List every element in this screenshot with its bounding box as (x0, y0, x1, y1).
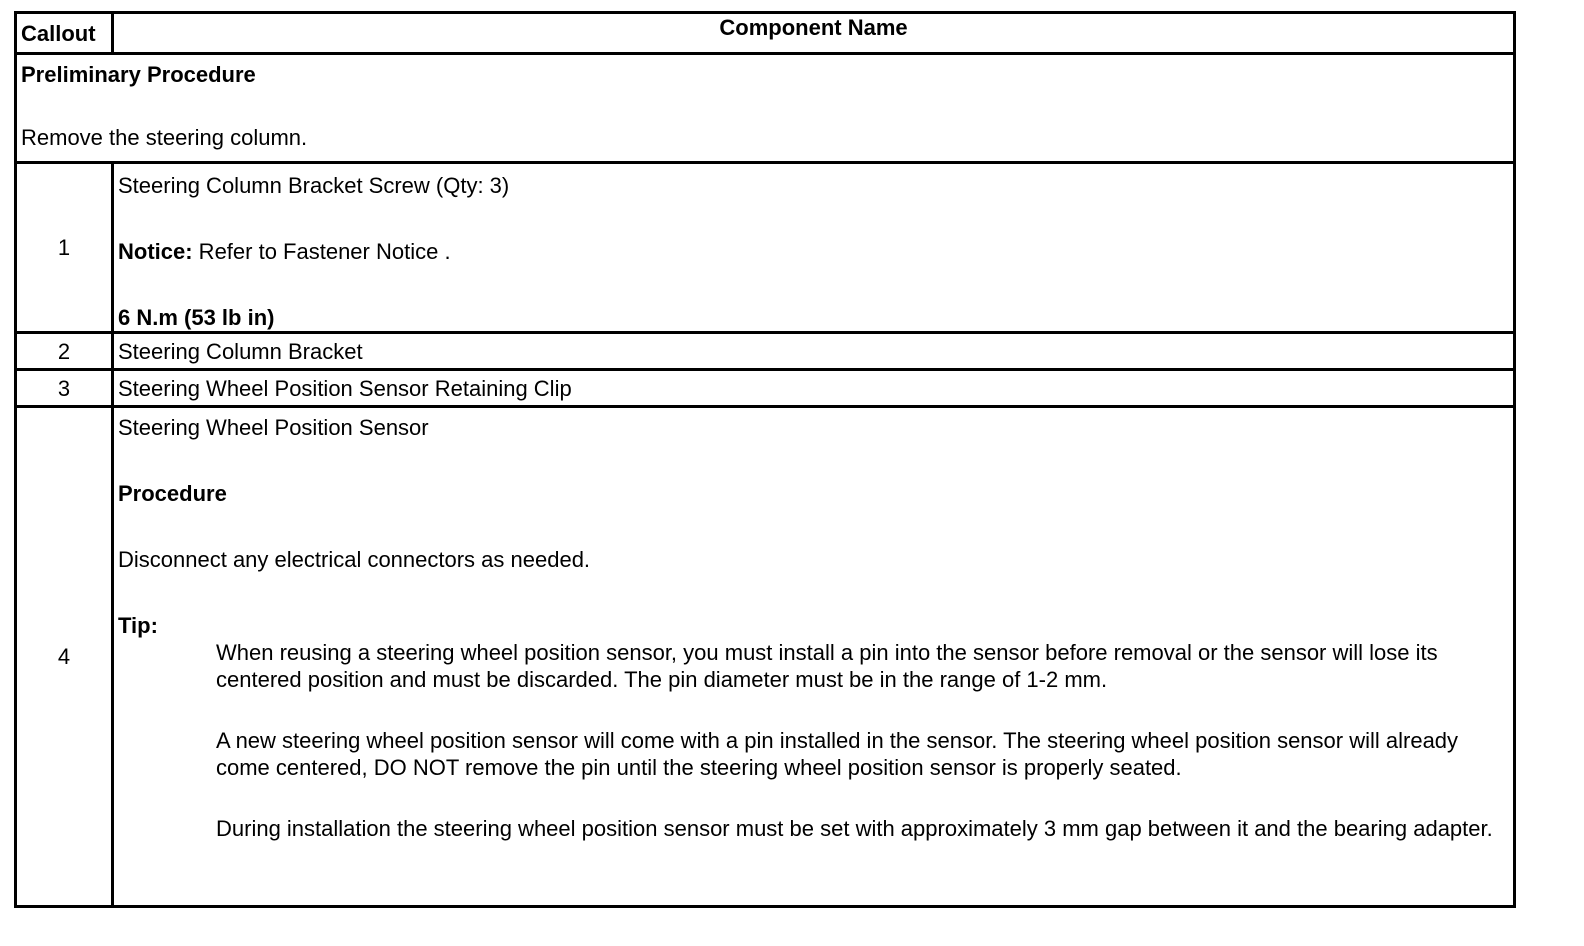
component-name: Steering Wheel Position Sensor Retaining Clip (113, 370, 1515, 407)
callout-number: 3 (16, 370, 113, 407)
callout-number: 1 (16, 163, 113, 333)
tip-paragraph: A new steering wheel position sensor will come with a pin installed in the sensor. The steering wheel position sensor will already come centered, DO NOT remove the pin until the steering wheel position sensor is properly seated. (216, 728, 1459, 780)
component-name-column-header: Component Name (113, 13, 1515, 54)
notice-text: Refer to Fastener Notice . (192, 239, 451, 264)
callout-column-header: Callout (16, 13, 113, 54)
preliminary-row (16, 54, 1515, 163)
tip-paragraph: When reusing a steering wheel position sensor, you must install a pin into the sensor before removal or the sensor will lose its centered position and must be discarded. The pin diameter must be in the range of 1-2 mm. (216, 640, 1438, 692)
procedure-sheet (14, 11, 1516, 908)
callout-number: 4 (16, 407, 113, 907)
callout-number: 2 (16, 333, 113, 370)
component-cell (113, 163, 1515, 333)
notice-label: Notice: (118, 239, 193, 264)
component-cell (113, 407, 1515, 907)
table-row (16, 370, 1515, 407)
torque-spec: 6 N.m (53 lb in) (118, 305, 275, 330)
table-header-row (16, 13, 1515, 54)
table-row (16, 333, 1515, 370)
tip-list (216, 639, 1495, 842)
procedure-label: Procedure (118, 481, 227, 506)
preliminary-cell (16, 54, 1515, 163)
preliminary-text: Remove the steering column. (21, 125, 308, 150)
table-row (16, 407, 1515, 907)
tip-paragraph: During installation the steering wheel position sensor must be set with approximately 3 mm gap between it and the bearing adapter. (216, 816, 1493, 841)
preliminary-title: Preliminary Procedure (21, 62, 256, 87)
component-name: Steering Column Bracket Screw (Qty: 3) (118, 173, 510, 198)
tip-label: Tip: (118, 613, 158, 638)
notice-line (118, 238, 1513, 265)
component-name: Steering Column Bracket (113, 333, 1515, 370)
component-table (14, 11, 1516, 908)
table-row (16, 163, 1515, 333)
procedure-step: Disconnect any electrical connectors as needed. (118, 547, 591, 572)
component-name: Steering Wheel Position Sensor (118, 415, 429, 440)
